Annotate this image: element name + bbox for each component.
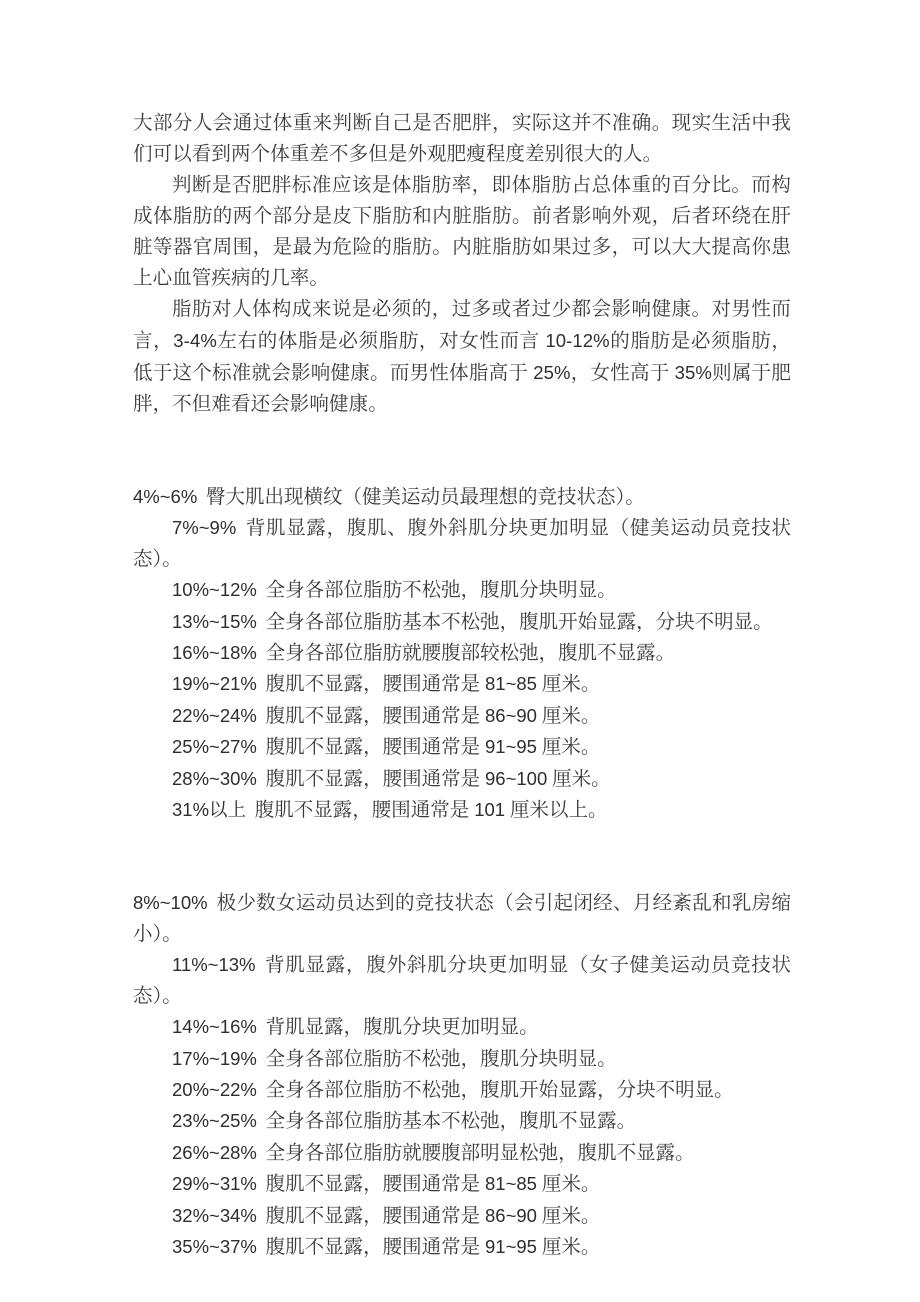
male-bodyfat-row xyxy=(133,795,791,826)
intro-paragraphs xyxy=(133,108,791,420)
paragraph-text: 的脂肪是必须脂肪，低于这个标准就会影响健康。而男性体脂高于 xyxy=(133,331,792,384)
male-bodyfat-range: 4%~6% xyxy=(133,486,198,507)
male-bodyfat-list xyxy=(133,482,791,826)
male-bodyfat-description: 臀大肌出现横纹（健美运动员最理想的竞技状态）。 xyxy=(206,487,645,508)
female-bodyfat-range: 26%~28% xyxy=(172,1141,257,1163)
male-bodyfat-description: 腹肌不显露，腰围通常是 xyxy=(265,768,486,790)
male-bodyfat-description: 全身各部位脂肪基本不松弛，腹肌开始显露，分块不明显。 xyxy=(265,611,773,633)
male-bodyfat-row xyxy=(133,607,791,638)
female-bodyfat-description: 全身各部位脂肪就腰腹部明显松弛，腹肌不显露。 xyxy=(265,1142,695,1164)
male-bodyfat-description-unit: 厘米。 xyxy=(536,674,601,696)
paragraph-text: 脂肪对人体构成来说是必须的，过多或者过少都会影响健康。对男性而言， xyxy=(133,299,791,352)
paragraph-p1 xyxy=(133,108,791,170)
male-bodyfat-waist-measurement: 91~95 xyxy=(485,736,537,758)
document-body xyxy=(133,108,791,1263)
female-bodyfat-description: 腹肌不显露，腰围通常是 xyxy=(265,1236,486,1258)
section-gap-1 xyxy=(133,420,791,482)
female-bodyfat-description: 腹肌不显露，腰围通常是 xyxy=(265,1174,486,1196)
male-bodyfat-description: 腹肌不显露，腰围通常是 xyxy=(254,800,475,822)
female-bodyfat-row xyxy=(133,1232,791,1263)
female-bodyfat-row xyxy=(133,1012,791,1043)
female-bodyfat-description-unit: 厘米。 xyxy=(536,1236,601,1258)
female-bodyfat-row xyxy=(133,1106,791,1137)
male-bodyfat-description: 全身各部位脂肪就腰腹部较松弛，腹肌不显露。 xyxy=(265,643,676,665)
male-bodyfat-range: 22%~24% xyxy=(172,704,257,726)
male-bodyfat-description: 腹肌不显露，腰围通常是 xyxy=(265,674,486,696)
female-bodyfat-description: 极少数女运动员达到的竞技状态（会引起闭经、月经紊乱和乳房缩小）。 xyxy=(133,893,791,945)
male-bodyfat-range: 16%~18% xyxy=(172,642,257,664)
female-bodyfat-waist-measurement: 81~85 xyxy=(485,1173,537,1195)
male-bodyfat-description-unit: 厘米。 xyxy=(547,768,611,790)
male-bodyfat-range: 13%~15% xyxy=(172,610,257,632)
female-bodyfat-row xyxy=(133,888,791,950)
male-bodyfat-description: 全身各部位脂肪不松弛，腹肌分块明显。 xyxy=(265,580,617,602)
female-bodyfat-range: 23%~25% xyxy=(172,1110,257,1132)
paragraph-text: 判断是否肥胖标准应该是体脂肪率，即体脂肪占总体重的百分比。而构成体脂肪的两个部分是皮下脂肪和内脏脂肪。前者影响外观，后者环绕在肝脏等器官周围，是最为危险的脂肪。内脏脂肪如果过多，可以大大提高你患上心血管疾病的几率。 xyxy=(133,175,791,289)
male-bodyfat-range: 28%~30% xyxy=(172,767,257,789)
female-bodyfat-range: 32%~34% xyxy=(172,1204,257,1226)
female-bodyfat-row xyxy=(133,1138,791,1169)
male-bodyfat-row xyxy=(133,638,791,669)
female-bodyfat-range: 8%~10% xyxy=(133,892,208,914)
female-bodyfat-description: 全身各部位脂肪不松弛，腹肌开始显露，分块不明显。 xyxy=(265,1079,734,1101)
male-bodyfat-range: 10%~12% xyxy=(172,579,257,601)
female-bodyfat-row xyxy=(133,1169,791,1200)
paragraph-text: 则属于肥胖，不但难看还会影响健康。 xyxy=(133,363,791,415)
male-bodyfat-waist-measurement: 81~85 xyxy=(485,673,537,695)
inline-figure: 10-12% xyxy=(545,330,610,351)
female-bodyfat-range: 17%~19% xyxy=(172,1047,257,1069)
female-bodyfat-waist-measurement: 91~95 xyxy=(485,1235,537,1257)
female-bodyfat-list xyxy=(133,888,791,1263)
male-bodyfat-row xyxy=(133,764,791,795)
paragraph-text: 左右的体脂是必须脂肪，对女性而言 xyxy=(216,331,546,352)
female-bodyfat-range: 29%~31% xyxy=(172,1173,257,1195)
male-bodyfat-waist-measurement: 86~90 xyxy=(485,704,537,726)
female-bodyfat-description: 全身各部位脂肪不松弛，腹肌分块明显。 xyxy=(265,1048,617,1070)
female-bodyfat-description-unit: 厘米。 xyxy=(536,1174,601,1196)
male-bodyfat-waist-measurement: 101 xyxy=(474,799,506,821)
male-bodyfat-range: 7%~9% xyxy=(172,517,237,539)
female-bodyfat-description-unit: 厘米。 xyxy=(536,1205,601,1227)
female-bodyfat-row xyxy=(133,1075,791,1106)
inline-figure: 3-4% xyxy=(173,330,217,351)
female-bodyfat-waist-measurement: 86~90 xyxy=(485,1204,537,1226)
female-bodyfat-row xyxy=(133,1044,791,1075)
male-bodyfat-row xyxy=(133,732,791,763)
paragraph-p2 xyxy=(133,170,791,294)
male-bodyfat-row xyxy=(133,701,791,732)
female-bodyfat-range: 35%~37% xyxy=(172,1235,257,1257)
paragraph-text: ，女性高于 xyxy=(570,363,675,384)
male-bodyfat-description-unit: 厘米。 xyxy=(536,737,601,759)
female-bodyfat-description: 全身各部位脂肪基本不松弛，腹肌不显露。 xyxy=(265,1111,637,1133)
male-bodyfat-description-unit: 厘米。 xyxy=(536,705,601,727)
male-bodyfat-range: 25%~27% xyxy=(172,736,257,758)
male-bodyfat-waist-measurement: 96~100 xyxy=(485,767,548,789)
female-bodyfat-description: 背肌显露，腹外斜肌分块更加明显（女子健美运动员竞技状态）。 xyxy=(133,955,791,1007)
female-bodyfat-description: 腹肌不显露，腰围通常是 xyxy=(265,1205,486,1227)
male-bodyfat-row xyxy=(133,513,791,575)
paragraph-p3 xyxy=(133,294,791,420)
male-bodyfat-row xyxy=(133,575,791,606)
male-bodyfat-description: 腹肌不显露，腰围通常是 xyxy=(265,705,486,727)
female-bodyfat-range: 20%~22% xyxy=(172,1078,257,1100)
male-bodyfat-row xyxy=(133,669,791,700)
female-bodyfat-row xyxy=(133,950,791,1012)
male-bodyfat-range: 19%~21% xyxy=(172,673,257,695)
section-gap-2 xyxy=(133,826,791,888)
inline-figure: 25% xyxy=(533,362,571,383)
paragraph-text: 大部分人会通过体重来判断自己是否肥胖，实际这并不准确。现实生活中我们可以看到两个体重差不多但是外观肥瘦程度差别很大的人。 xyxy=(133,113,791,165)
female-bodyfat-description: 背肌显露，腹肌分块更加明显。 xyxy=(265,1017,539,1039)
female-bodyfat-range: 14%~16% xyxy=(172,1016,257,1038)
male-bodyfat-description-unit: 厘米以上。 xyxy=(505,800,608,822)
male-bodyfat-description: 背肌显露，腹肌、腹外斜肌分块更加明显（健美运动员竞技状态）。 xyxy=(133,518,791,570)
male-bodyfat-description: 腹肌不显露，腰围通常是 xyxy=(265,737,486,759)
male-bodyfat-range: 31%以上 xyxy=(172,799,247,821)
inline-figure: 35% xyxy=(674,362,712,383)
female-bodyfat-range: 11%~13% xyxy=(172,954,256,976)
female-bodyfat-row xyxy=(133,1201,791,1232)
male-bodyfat-row xyxy=(133,482,791,513)
